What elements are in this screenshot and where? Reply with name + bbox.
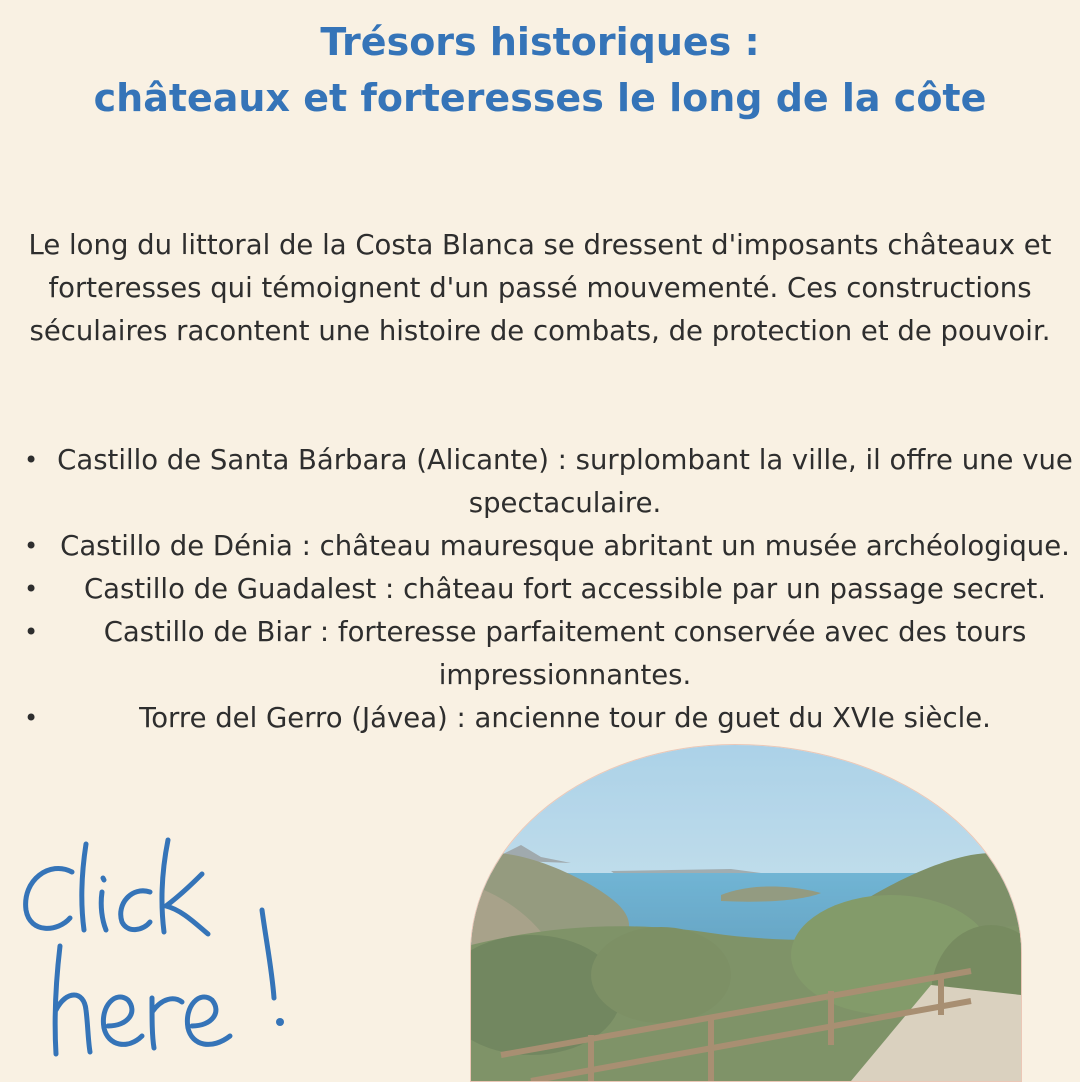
- bullet-dot-icon: •: [24, 446, 39, 474]
- list-item: [20, 525, 1080, 568]
- page-title: [0, 14, 1080, 126]
- click-script: [26, 840, 208, 934]
- list-item: [20, 568, 1080, 611]
- page-title-line-2: châteaux et forteresses le long de la côte: [93, 76, 987, 120]
- bullet-dot-icon: •: [24, 532, 39, 560]
- list-item-text: Torre del Gerro (Jávea) : ancienne tour de guet du XVIe siècle.: [139, 702, 991, 734]
- list-item: [20, 439, 1080, 525]
- bullet-dot-icon: •: [24, 575, 39, 603]
- list-item-text: Castillo de Biar : forteresse parfaitement conservée avec des tours impressionnantes.: [103, 616, 1027, 691]
- here-script: [55, 946, 230, 1054]
- list-item-text: Castillo de Guadalest : château fort accessible par un passage secret.: [83, 573, 1046, 605]
- coast-photo: [470, 744, 1022, 1082]
- list-item-text: Castillo de Santa Bárbara (Alicante) : surplombant la ville, il offre une vue spectaculaire.: [57, 444, 1073, 519]
- exclamation-mark: [262, 910, 274, 998]
- castle-list: [20, 439, 1080, 740]
- page-title-line-1: Trésors historiques :: [320, 20, 760, 64]
- click-here-button[interactable]: [10, 830, 310, 1070]
- list-item-text: Castillo de Dénia : château mauresque abritant un musée archéologique.: [60, 530, 1070, 562]
- bullet-dot-icon: •: [24, 618, 39, 646]
- bullet-dot-icon: •: [24, 704, 39, 732]
- list-item: [20, 611, 1080, 697]
- exclamation-dot: [276, 1018, 284, 1026]
- intro-paragraph: Le long du littoral de la Costa Blanca se dressent d'imposants châteaux et forteresses qui témoignent d'un passé mouvementé. Ces constructions séculaires racontent une histoire de combats, de protection et de pouvoir.: [28, 229, 1052, 347]
- list-item: [20, 697, 1080, 740]
